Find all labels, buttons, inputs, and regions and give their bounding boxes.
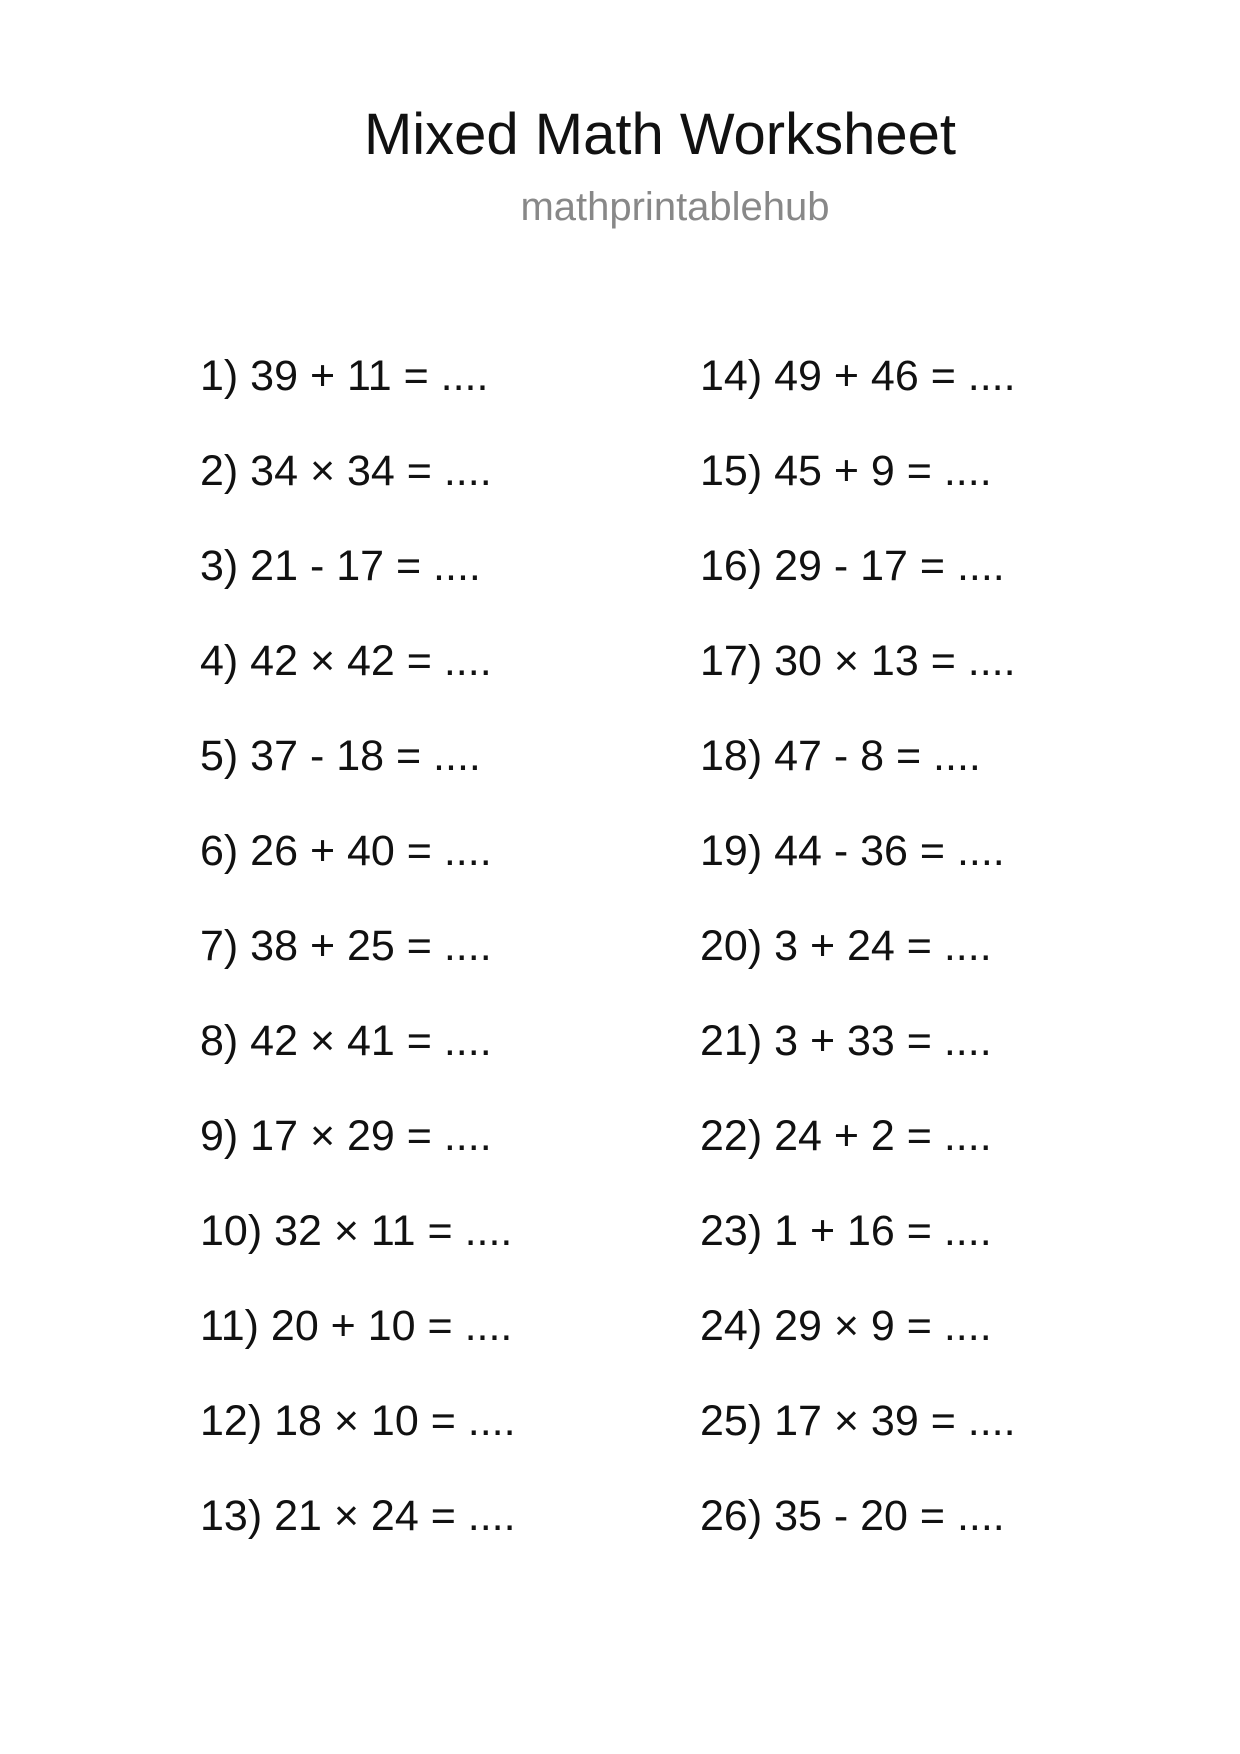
problem-column-right [700,350,1160,1585]
problem-item: 18) 47 - 8 = .... [700,732,981,780]
problem-item: 16) 29 - 17 = .... [700,542,1005,590]
problem-item: 25) 17 × 39 = .... [700,1397,1016,1445]
problem-item: 10) 32 × 11 = .... [200,1207,513,1255]
problem-item: 20) 3 + 24 = .... [700,922,992,970]
problem-item: 11) 20 + 10 = .... [200,1302,513,1350]
problem-item: 12) 18 × 10 = .... [200,1397,516,1445]
problem-item: 13) 21 × 24 = .... [200,1492,516,1540]
problem-item: 7) 38 + 25 = .... [200,922,492,970]
problem-item: 3) 21 - 17 = .... [200,542,481,590]
problem-item: 8) 42 × 41 = .... [200,1017,492,1065]
problem-column-left [200,350,660,1585]
problem-item: 26) 35 - 20 = .... [700,1492,1005,1540]
problem-item: 21) 3 + 33 = .... [700,1017,992,1065]
problem-item: 5) 37 - 18 = .... [200,732,481,780]
problem-item: 17) 30 × 13 = .... [700,637,1016,685]
problem-item: 22) 24 + 2 = .... [700,1112,992,1160]
problem-item: 9) 17 × 29 = .... [200,1112,492,1160]
problem-item: 15) 45 + 9 = .... [700,447,992,495]
page-subtitle: mathprintablehub [520,185,830,229]
problem-item: 4) 42 × 42 = .... [200,637,492,685]
problem-item: 6) 26 + 40 = .... [200,827,492,875]
problem-item: 19) 44 - 36 = .... [700,827,1005,875]
problem-item: 23) 1 + 16 = .... [700,1207,992,1255]
problem-item: 24) 29 × 9 = .... [700,1302,992,1350]
problem-item: 14) 49 + 46 = .... [700,352,1016,400]
page-title: Mixed Math Worksheet [363,102,957,167]
problem-item: 1) 39 + 11 = .... [200,352,489,400]
problem-item: 2) 34 × 34 = .... [200,447,492,495]
